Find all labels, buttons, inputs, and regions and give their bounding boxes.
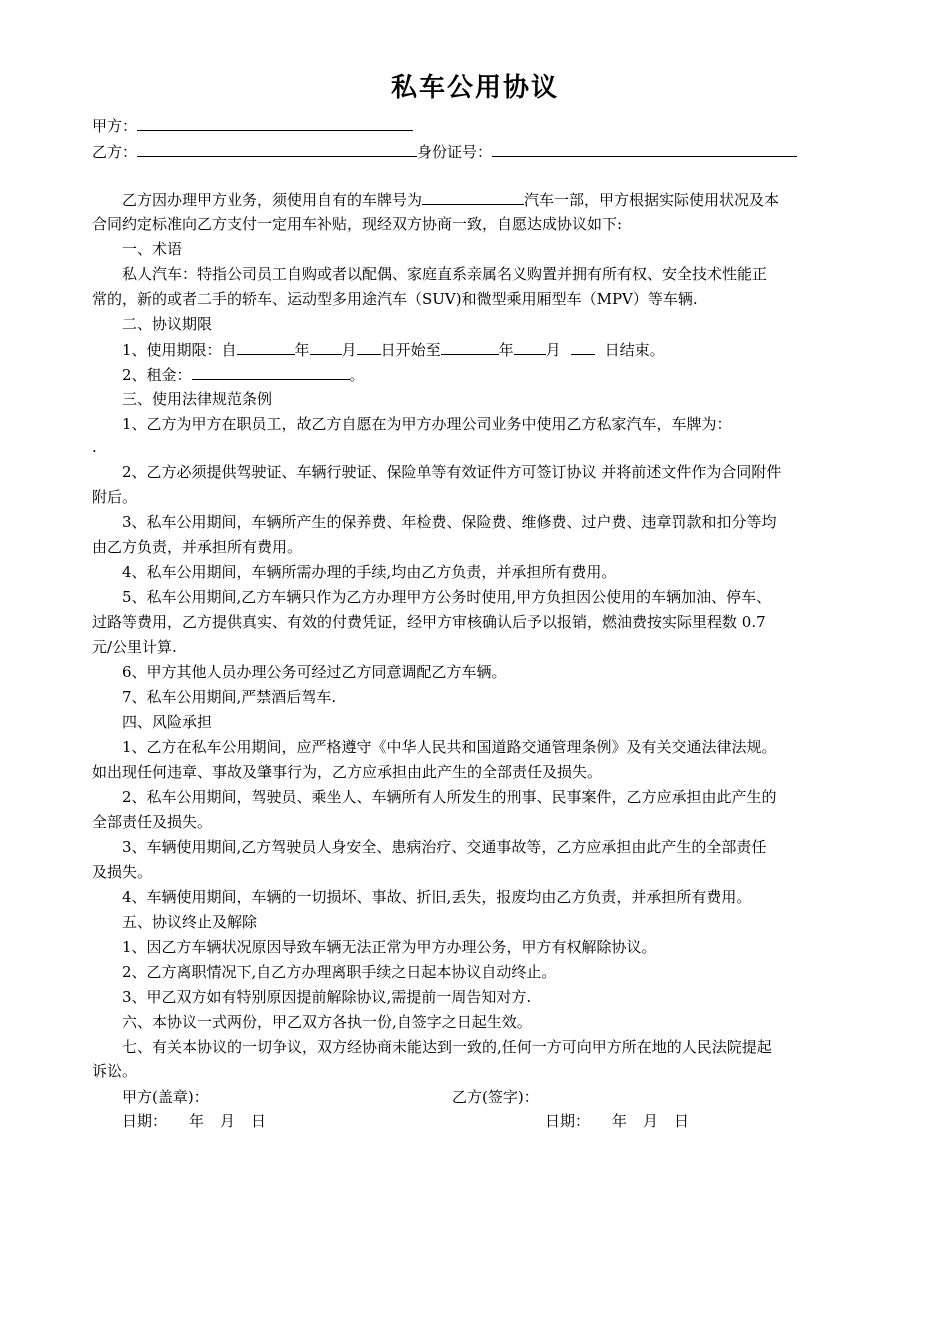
section-6: 六、本协议一式两份，甲乙双方各执一份,自签字之日起生效。 bbox=[122, 1013, 532, 1031]
date-label: 日期： bbox=[122, 1112, 168, 1130]
id-number-blank bbox=[492, 141, 797, 157]
s3-item-2-line-2: 附后。 bbox=[92, 488, 138, 506]
id-number-label: 身份证号： bbox=[417, 143, 493, 161]
start-day-label: 日开始至 bbox=[380, 341, 441, 359]
year-label: 年 bbox=[612, 1112, 628, 1130]
section-1-heading: 一、术语 bbox=[122, 240, 183, 258]
party-a-seal-label: 甲方(盖章)： bbox=[122, 1088, 209, 1106]
start-day-blank bbox=[357, 339, 381, 355]
s4-item-2-line-2: 全部责任及损失。 bbox=[92, 813, 213, 831]
end-year-blank bbox=[441, 339, 499, 355]
s3-item-5-line-2: 过路等费用，乙方提供真实、有效的付费凭证，经甲方审核确认后予以报销，燃油费按实际里程数 0.7 bbox=[92, 613, 766, 631]
rent-blank bbox=[192, 364, 350, 380]
section-4-heading: 四、风险承担 bbox=[122, 713, 213, 731]
s4-item-3-line-1: 3、车辆使用期间,乙方驾驶员人身安全、患病治疗、交通事故等，乙方应承担由此产生的全部责任 bbox=[122, 838, 767, 856]
section-2-heading: 二、协议期限 bbox=[122, 315, 213, 333]
rent-end: 。 bbox=[349, 366, 365, 384]
party-b-sign-label: 乙方(签字)： bbox=[452, 1088, 539, 1106]
s3-item-1-line-2: . bbox=[92, 438, 97, 456]
party-b-date bbox=[545, 1111, 689, 1131]
party-a-blank bbox=[137, 115, 413, 131]
usage-period-line bbox=[122, 339, 862, 360]
party-b-label: 乙方： bbox=[92, 143, 138, 161]
start-year-blank bbox=[237, 339, 295, 355]
s3-item-5-line-3: 元/公里计算. bbox=[92, 638, 177, 656]
plate-number-blank bbox=[422, 189, 524, 205]
s5-item-2: 2、乙方离职情况下,自乙方办理离职手续之日起本协议自动终止。 bbox=[122, 963, 557, 981]
party-a-label: 甲方： bbox=[92, 117, 138, 135]
s3-item-6: 6、甲方其他人员办理公务可经过乙方同意调配乙方车辆。 bbox=[122, 663, 507, 681]
date-label: 日期： bbox=[545, 1112, 591, 1130]
year-label: 年 bbox=[498, 341, 514, 359]
s4-item-1-line-1: 1、乙方在私车公用期间，应严格遵守《中华人民共和国道路交通管理条例》及有关交通法律法规。 bbox=[122, 738, 777, 756]
s3-item-3-line-1: 3、私车公用期间，车辆所产生的保养费、年检费、保险费、维修费、过户费、违章罚款和扣分等均 bbox=[122, 513, 777, 531]
day-label: 日 bbox=[674, 1112, 690, 1130]
document-title: 私车公用协议 bbox=[390, 73, 559, 103]
party-b-blank bbox=[137, 141, 417, 157]
month-label: 月 bbox=[545, 341, 561, 359]
intro-line-1 bbox=[122, 189, 862, 210]
section-5-heading: 五、协议终止及解除 bbox=[122, 913, 258, 931]
s3-item-2-line-1: 2、乙方必须提供驾驶证、车辆行驶证、保险单等有效证件方可签订协议 并将前述文件作为合同附件 bbox=[122, 463, 782, 481]
section-7-line-2: 诉讼。 bbox=[92, 1062, 138, 1080]
month-label: 月 bbox=[220, 1112, 236, 1130]
day-label: 日 bbox=[251, 1112, 267, 1130]
usage-period-label: 1、使用期限：自 bbox=[122, 341, 237, 359]
year-label: 年 bbox=[294, 341, 310, 359]
rent-label: 2、租金： bbox=[122, 366, 192, 384]
s3-item-4: 4、私车公用期间，车辆所需办理的手续,均由乙方负责，并承担所有费用。 bbox=[122, 563, 617, 581]
s4-item-3-line-2: 及损失。 bbox=[92, 863, 153, 881]
s3-item-3-line-2: 由乙方负责，并承担所有费用。 bbox=[92, 538, 303, 556]
s4-item-4: 4、车辆使用期间，车辆的一切损坏、事故、折旧,丢失，报废均由乙方负责，并承担所有费用。 bbox=[122, 888, 752, 906]
party-a-date bbox=[122, 1111, 266, 1131]
section-3-heading: 三、使用法律规范条例 bbox=[122, 390, 273, 408]
s5-item-1: 1、因乙方车辆状况原因导致车辆无法正常为甲方办理公务，甲方有权解除协议。 bbox=[122, 938, 657, 956]
s5-item-3: 3、甲乙双方如有特别原因提前解除协议,需提前一周告知对方. bbox=[122, 988, 532, 1006]
s3-item-5-line-1: 5、私车公用期间,乙方车辆只作为乙方办理甲方公务时使用,甲方负担因公使用的车辆加油、停车、 bbox=[122, 588, 772, 606]
end-month-blank bbox=[514, 339, 546, 355]
month-label: 月 bbox=[341, 341, 357, 359]
s3-item-7: 7、私车公用期间,严禁酒后驾车. bbox=[122, 688, 337, 706]
year-label: 年 bbox=[189, 1112, 205, 1130]
party-a-line bbox=[92, 115, 862, 136]
intro-text-b: 汽车一部，甲方根据实际使用状况及本 bbox=[524, 191, 780, 209]
section-1-text-2: 常的，新的或者二手的轿车、运动型多用途汽车（SUV)和微型乘用厢型车（MPV）等车辆. bbox=[92, 290, 698, 308]
end-day-label: 日结束。 bbox=[604, 341, 665, 359]
party-b-line bbox=[92, 141, 862, 162]
end-day-blank bbox=[571, 339, 595, 355]
start-month-blank bbox=[310, 339, 342, 355]
s4-item-1-line-2: 如出现任何违章、事故及肇事行为，乙方应承担由此产生的全部责任及损失。 bbox=[92, 763, 603, 781]
s4-item-2-line-1: 2、私车公用期间，驾驶员、乘坐人、车辆所有人所发生的刑事、民事案件，乙方应承担由此产生的 bbox=[122, 788, 777, 806]
rent-line bbox=[122, 364, 862, 385]
s3-item-1-line-1: 1、乙方为甲方在职员工，故乙方自愿在为甲方办理公司业务中使用乙方私家汽车，车牌为： bbox=[122, 415, 732, 433]
section-7-line-1: 七、有关本协议的一切争议，双方经协商未能达到一致的,任何一方可向甲方所在地的人民法院提起 bbox=[122, 1038, 772, 1056]
intro-line-2: 合同约定标准向乙方支付一定用车补贴，现经双方协商一致，自愿达成协议如下: bbox=[92, 215, 623, 233]
intro-text-a: 乙方因办理甲方业务，须使用自有的车牌号为 bbox=[122, 191, 423, 209]
month-label: 月 bbox=[643, 1112, 659, 1130]
section-1-text-1: 私人汽车：特指公司员工自购或者以配偶、家庭直系亲属名义购置并拥有所有权、安全技术性能正 bbox=[122, 265, 768, 283]
